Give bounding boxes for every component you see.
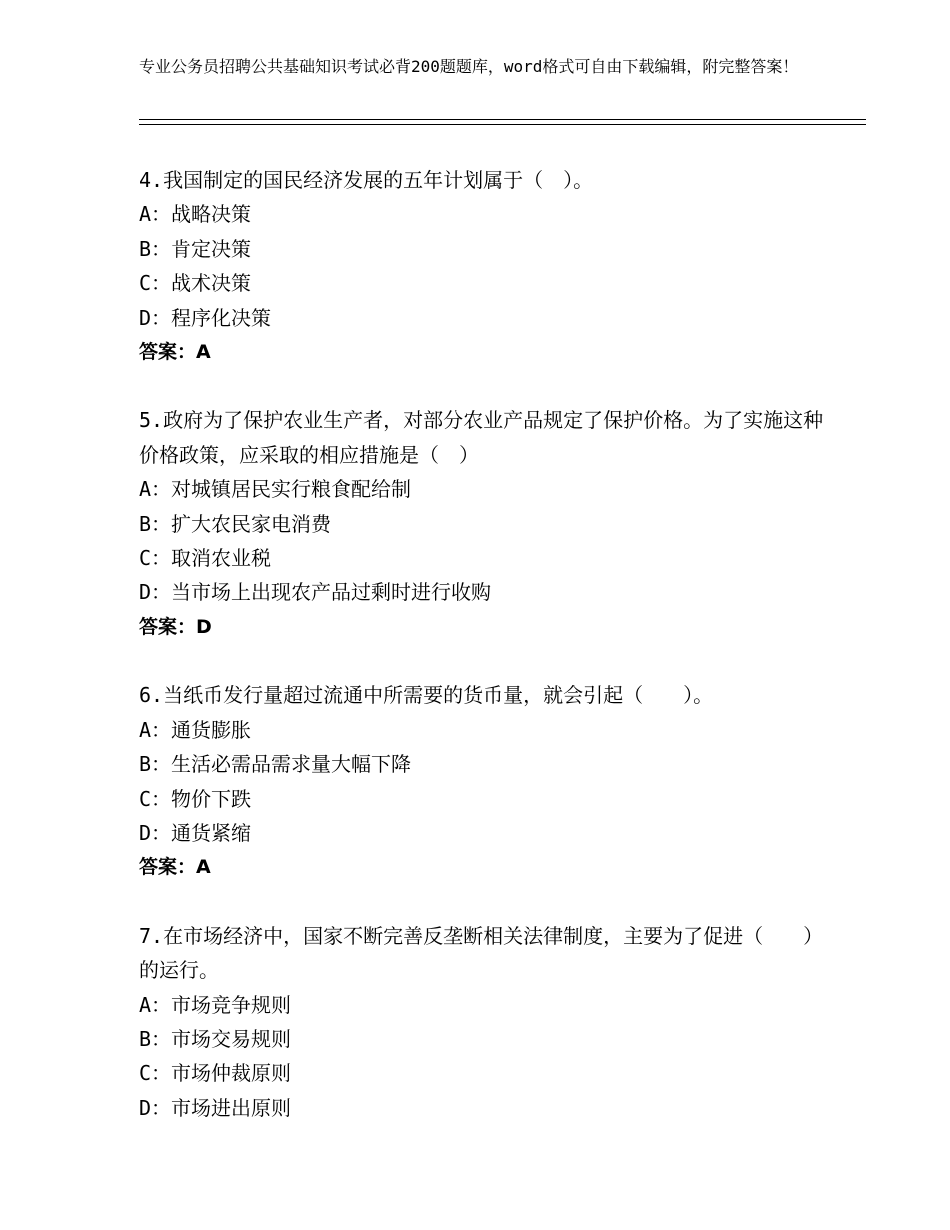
answer-label: 答案：A xyxy=(139,341,211,364)
question-7 xyxy=(139,919,839,1125)
option-b: B：扩大农民家电消费 xyxy=(139,511,332,536)
option-c: C：战术决策 xyxy=(139,271,252,296)
option-d: D：程序化决策 xyxy=(139,305,272,330)
option-a: A：战略决策 xyxy=(139,202,252,227)
question-list xyxy=(139,163,839,1159)
option-d: D：通货紧缩 xyxy=(139,820,252,845)
option-b: B：肯定决策 xyxy=(139,236,252,261)
option-b: B：生活必需品需求量大幅下降 xyxy=(139,752,412,777)
question-5 xyxy=(139,403,839,644)
header-double-rule xyxy=(139,119,866,125)
answer-label: 答案：A xyxy=(139,856,211,879)
option-c: C：取消农业税 xyxy=(139,546,272,571)
option-d: D：当市场上出现农产品过剩时进行收购 xyxy=(139,580,492,605)
option-a: A：通货膨胀 xyxy=(139,717,252,742)
option-a: A：对城镇居民实行粮食配给制 xyxy=(139,477,412,502)
option-c: C：市场仲裁原则 xyxy=(139,1061,292,1086)
option-b: B：市场交易规则 xyxy=(139,1026,292,1051)
answer-label: 答案：D xyxy=(139,615,212,638)
question-stem: 7.在市场经济中，国家不断完善反垄断相关法律制度，主要为了促进（ ）的运行。 xyxy=(139,923,824,983)
question-stem: 5.政府为了保护农业生产者，对部分农业产品规定了保护价格。为了实施这种价格政策，应采取的相应措施是（ ） xyxy=(139,408,824,467)
option-d: D：市场进出原则 xyxy=(139,1095,292,1120)
document-header: 专业公务员招聘公共基础知识考试必背200题题库，word格式可自由下载编辑，附完整答案！ xyxy=(139,57,799,76)
question-4 xyxy=(139,163,839,369)
option-a: A：市场竞争规则 xyxy=(139,992,292,1017)
question-stem: 4.我国制定的国民经济发展的五年计划属于（ ）。 xyxy=(139,168,594,192)
question-6 xyxy=(139,678,839,884)
question-stem: 6.当纸币发行量超过流通中所需要的货币量，就会引起（ ）。 xyxy=(139,683,714,708)
option-c: C：物价下跌 xyxy=(139,786,252,811)
